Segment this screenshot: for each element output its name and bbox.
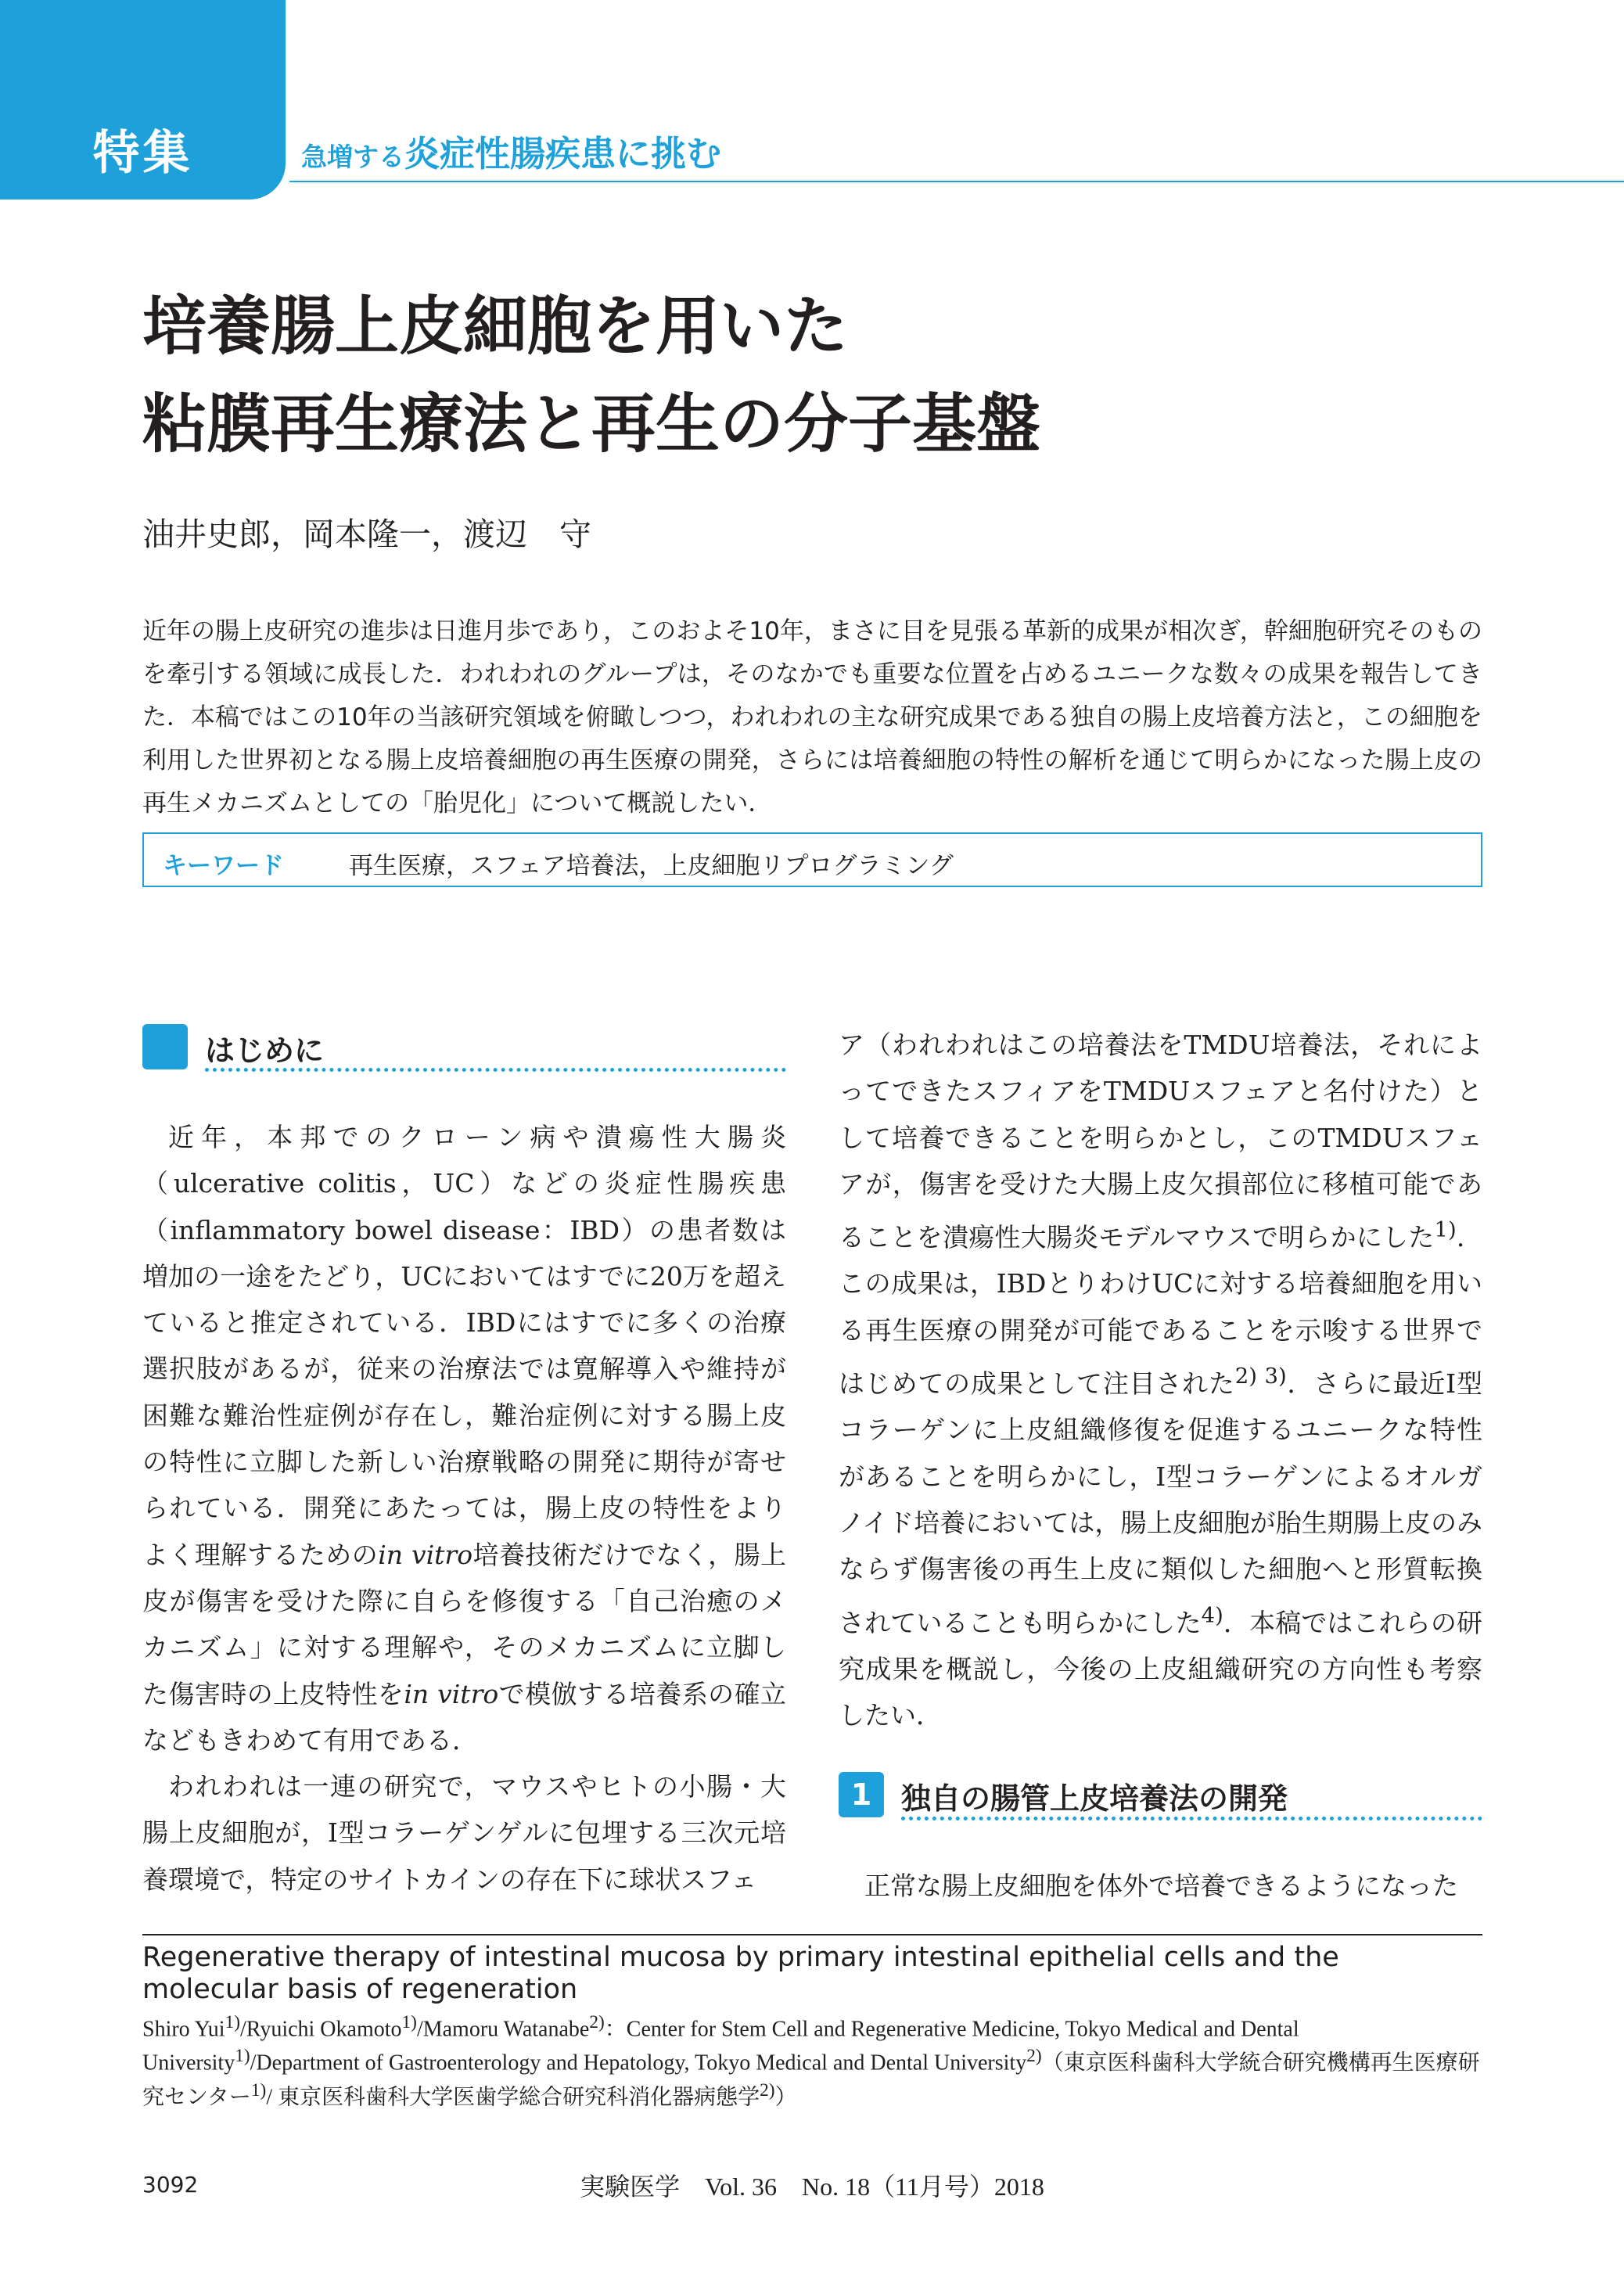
- section-1-number: 1: [839, 1772, 884, 1817]
- english-title: Regenerative therapy of intestinal mucosa by primary intestinal epithelial cells and the molecular basis of regeneration: [142, 1942, 1339, 2005]
- series-title: 急増する炎症性腸疾患に挑む: [301, 133, 722, 174]
- english-title-rule: [142, 1934, 1482, 1935]
- english-affiliations: Shiro Yui$^{1)}$/Ryuichi Okamoto$^{1)}$/Mamoru Watanabe$^{2)}$：Center for Stem Cell and Regenerative Medicine, Tokyo Medical and Dental University$^{1)}$/Department of Gastroenterology and Hepatology, Tokyo Medical and Dental University$^{2)}$（東京医科歯科大学統合研究機構再生医療研究センター$^{1)}$/ 東京医科歯科大学医歯学総合研究科消化器病態学$^{2)}$）: [142, 2012, 1480, 2109]
- page-number: 3092: [142, 2172, 199, 2198]
- intro-heading: はじめに: [205, 1033, 325, 1068]
- intro-paragraph-2: われわれは一連の研究で，マウスやヒトの小腸・大腸上皮細胞が，Ⅰ型コラーゲンゲルに包埋する三次元培養環境で，特定のサイトカインの存在下に球状スフェ: [142, 1771, 786, 1895]
- right-column: [839, 1022, 1482, 1738]
- article-title: 培養腸上皮細胞を用いた 粘膜再生療法と再生の分子基盤: [142, 289, 1041, 462]
- section-1-body: [839, 1863, 1482, 1909]
- keywords-label: キーワード: [163, 852, 284, 880]
- header-rule: [289, 181, 1624, 182]
- keywords: 再生医療，スフェア培養法，上皮細胞リプログラミング: [349, 852, 954, 880]
- keywords-box: [142, 832, 1482, 887]
- section-1-heading: 独自の腸管上皮培養法の開発: [901, 1781, 1288, 1816]
- section-1-heading-rule: [901, 1817, 1482, 1820]
- abstract: 近年の腸上皮研究の進歩は日進月歩であり，このおよそ10年，まさに目を見張る革新的成果が相次ぎ，幹細胞研究そのものを牽引する領域に成長した．われわれのグループは，そのなかでも重要な位置を占めるユニークな数々の成果を報告してきた．本稿ではこの10年の当該研究領域を俯瞰しつつ，われわれの主な研究成果である独自の腸上皮培養方法と，この細胞を利用した世界初となる腸上皮培養細胞の再生医療の開発，さらには培養細胞の特性の解析を通じて明らかになった腸上皮の再生メカニズムとしての「胎児化」について概説したい．: [142, 617, 1482, 818]
- intro-paragraph-1: 近年，本邦でのクローン病や潰瘍性大腸炎（ulcerative colitis，UC）などの炎症性腸疾患（inflammatory bowel disease：IBD）の患者数は増加の一途をたどり，UCにおいてはすでに20万を超えていると推定されている．IBDにはすでに多くの治療選択肢があるが，従来の治療法では寛解導入や維持が困難な難治性症例が存在し，難治症例に対する腸上皮の特性に立脚した新しい治療戦略の開発に期待が寄せられている．開発にあたっては，腸上皮の特性をよりよく理解するためのin vitro培養技術だけでなく，腸上皮が傷害を受けた際に自らを修復する「自己治癒のメカニズム」に対する理解や，そのメカニズムに立脚した傷害時の上皮特性をin vitroで模倣する培養系の確立などもきわめて有用である．: [142, 1122, 787, 1756]
- authors: 油井史郎，岡本隆一，渡辺 守: [142, 516, 591, 553]
- section-1-paragraph-1: 正常な腸上皮細胞を体外で培養できるようになった: [864, 1871, 1458, 1901]
- journal-citation: 実験医学 Vol. 36 No. 18（11月号）2018: [580, 2173, 1044, 2201]
- intro-heading-rule: [205, 1068, 786, 1072]
- intro-paragraph-2-continued: ア（われわれはこの培養法をTMDU培養法，それによってできたスフィアをTMDUスフェアと名付けた）として培養できることを明らかとし，このTMDUスフェアが，傷害を受けた大腸上皮欠損部位に移植可能であることを潰瘍性大腸炎モデルマウスで明らかにした$^{1)}$．この成果は，IBDとりわけUCに対する培養細胞を用いる再生医療の開発が可能であることを示唆する世界ではじめての成果として注目された$^{2) 3)}$．さらに最近Ⅰ型コラーゲンに上皮組織修復を促進するユニークな特性があることを明らかにし，Ⅰ型コラーゲンによるオルガノイド培養においては，腸上皮細胞が胎生期腸上皮のみならず傷害後の再生上皮に類似した細胞へと形質転換されていることも明らかにした$^{4)}$．本稿ではこれらの研究成果を概説し，今後の上皮組織研究の方向性も考察したい．: [839, 1030, 1483, 1731]
- left-column: [142, 1114, 786, 1903]
- feature-tag-label: 特集: [92, 126, 193, 181]
- section-marker-icon: [142, 1024, 188, 1069]
